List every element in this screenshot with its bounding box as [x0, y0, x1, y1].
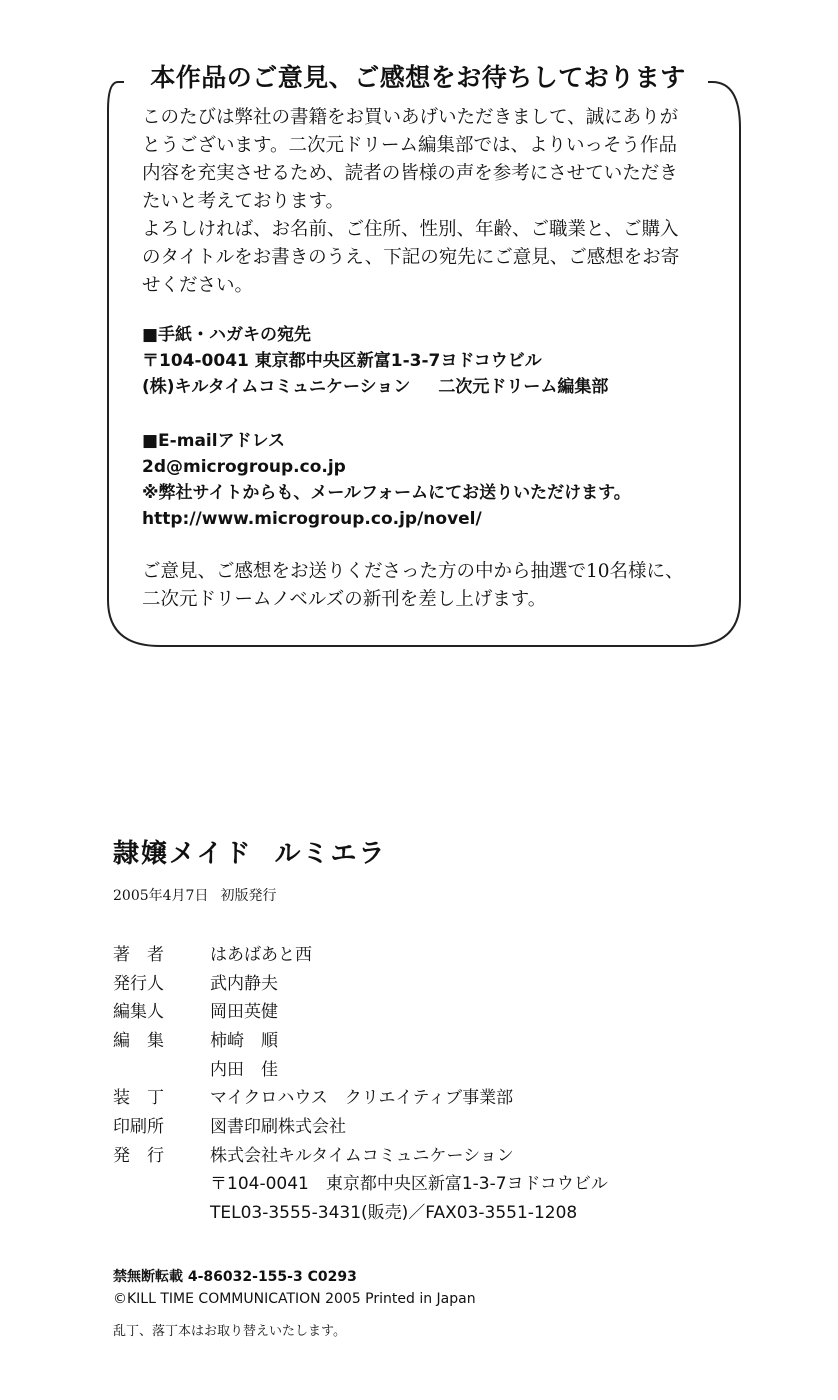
credit-row — [113, 967, 733, 996]
email-heading: ■E-mailアドレス — [142, 431, 286, 451]
replacement-notice: 乱丁、落丁本はお取り替えいたします。 — [113, 1324, 346, 1339]
mail-postal-address: 〒104-0041 東京都中央区新富1-3-7ヨドコウビル — [142, 351, 542, 371]
book-title-main: 隷嬢メイド — [113, 839, 253, 869]
credit-label: 発行人 — [113, 973, 164, 994]
credit-row — [113, 1110, 733, 1139]
credit-row — [113, 1081, 733, 1110]
publication-date-value: 2005年4月7日 — [113, 888, 209, 904]
credits-list — [113, 938, 733, 1225]
credit-row — [113, 995, 733, 1024]
mail-company: (株)キルタイムコミュニケーション — [142, 377, 411, 397]
intro-line: せください。 — [142, 275, 254, 296]
credit-value: 内田 佳 — [210, 1059, 278, 1080]
mail-heading: ■手紙・ハガキの宛先 — [142, 325, 312, 345]
credit-label: 印刷所 — [113, 1116, 164, 1137]
credit-row — [113, 1053, 733, 1082]
credit-label: 編集人 — [113, 1002, 164, 1023]
mail-address-section — [142, 322, 742, 400]
credit-value: はあばあと西 — [210, 944, 312, 965]
lottery-line: ご意見、ご感想をお送りくださった方の中から抽選で10名様に、 — [142, 561, 684, 582]
credit-value: 柿崎 順 — [210, 1030, 278, 1051]
intro-line: よろしければ、お名前、ご住所、性別、年齢、ご職業と、ご購入 — [142, 219, 679, 240]
mail-department: 二次元ドリーム編集部 — [438, 377, 609, 397]
credit-row — [113, 1168, 733, 1197]
credit-label: 発 行 — [113, 1145, 164, 1166]
credit-row — [113, 1196, 733, 1225]
email-address-link[interactable]: 2d@microgroup.co.jp — [142, 457, 346, 477]
book-title — [113, 836, 387, 872]
intro-line: 内容を充実させるため、読者の皆様の声を参考にさせていただき — [142, 163, 678, 184]
feedback-intro — [142, 104, 722, 300]
legal-notes — [113, 1266, 476, 1343]
credit-value: 岡田英健 — [210, 1002, 278, 1023]
credit-value: 図書印刷株式会社 — [210, 1116, 346, 1137]
credit-label: 編 集 — [113, 1030, 164, 1051]
intro-line: このたびは弊社の書籍をお買いあげいただきまして、誠にありが — [142, 107, 679, 128]
intro-line: たいと考えております。 — [142, 191, 345, 212]
isbn-line: 禁無断転載 4-86032-155-3 C0293 — [113, 1269, 357, 1285]
credit-value: マイクロハウス クリエイティブ事業部 — [210, 1088, 514, 1109]
credit-row — [113, 938, 733, 967]
lottery-line: 二次元ドリームノベルズの新刊を差し上げます。 — [142, 589, 547, 610]
edition-label: 初版発行 — [220, 888, 277, 904]
book-title-sub: ルミエラ — [274, 839, 387, 869]
email-form-note: ※弊社サイトからも、メールフォームにてお送りいただけます。 — [142, 483, 631, 503]
email-section — [142, 428, 742, 532]
intro-line: のタイトルをお書きのうえ、下記の宛先にご意見、ご感想をお寄 — [142, 247, 680, 268]
credit-value: 株式会社キルタイムコミュニケーション — [210, 1145, 514, 1166]
credit-value: 〒104-0041 東京都中央区新富1-3-7ヨドコウビル — [210, 1174, 608, 1195]
credit-label: 装 丁 — [113, 1088, 164, 1109]
feedback-title: 本作品のご意見、ご感想をお待ちしております — [128, 58, 708, 98]
publication-date — [113, 885, 276, 907]
website-url-link[interactable]: http://www.microgroup.co.jp/novel/ — [142, 509, 482, 529]
credit-label: 著 者 — [113, 944, 164, 965]
credit-value: TEL03-3555-3431(販売)／FAX03-3551-1208 — [210, 1203, 578, 1224]
credit-row — [113, 1024, 733, 1053]
credit-value: 武内静夫 — [210, 973, 278, 994]
lottery-notice — [142, 558, 732, 614]
credit-row — [113, 1139, 733, 1168]
mail-recipient — [142, 374, 742, 400]
intro-line: とうございます。二次元ドリーム編集部では、よりいっそう作品 — [142, 135, 678, 156]
copyright-line: ©KILL TIME COMMUNICATION 2005 Printed in Japan — [113, 1291, 476, 1307]
